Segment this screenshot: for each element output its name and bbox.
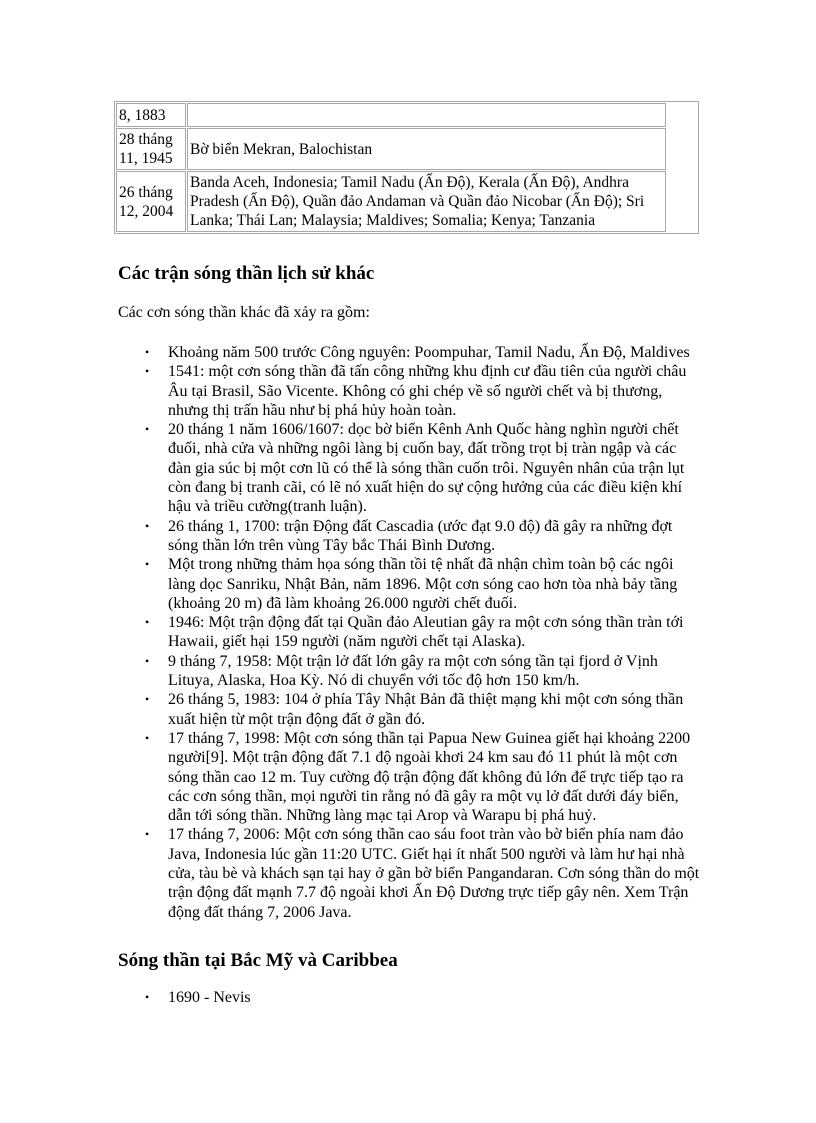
section-heading-north-america: Sóng thần tại Bắc Mỹ và Caribbea: [118, 950, 398, 971]
table-cell-place: Banda Aceh, Indonesia; Tamil Nadu (Ấn Độ), Kerala (Ấn Độ), Andhra Pradesh (Ấn Độ), Quần đảo Andaman và Quần đảo Nicobar (Ấn Độ); Sri Lanka; Thái Lan; Malaysia; Maldives; Somalia; Kenya; Tanzania: [187, 171, 666, 232]
table-cell-date: 26 tháng 12, 2004: [116, 171, 186, 232]
list-item-text: 1541: một cơn sóng thần đã tấn công những khu định cư đầu tiên của người châu Âu tại Brasil, São Vicente. Không có ghi chép về số người chết và bị thương, nhưng thị trấn hầu như bị phá hủy hoàn toàn.: [168, 363, 687, 419]
bullet-icon: •: [145, 827, 150, 842]
bullet-icon: •: [145, 557, 150, 572]
list-item: [140, 988, 700, 1007]
list-item: [140, 555, 700, 613]
tsunami-table: [114, 101, 699, 234]
list-item-text: 1690 - Nevis: [168, 989, 251, 1006]
historical-tsunami-list: [140, 343, 700, 922]
list-item-text: Khoảng năm 500 trước Công nguyên: Poompuhar, Tamil Nadu, Ấn Độ, Maldives: [168, 344, 690, 361]
bullet-icon: •: [145, 615, 150, 630]
table-row: [116, 103, 697, 127]
table-cell-spacer: [667, 128, 697, 170]
list-item: [140, 825, 700, 921]
list-item: [140, 420, 700, 516]
section-heading-other-tsunamis: Các trận sóng thần lịch sử khác: [118, 263, 375, 284]
table-cell-date: 8, 1883: [116, 103, 186, 127]
bullet-icon: •: [145, 692, 150, 707]
bullet-icon: •: [145, 990, 150, 1004]
list-item: [140, 362, 700, 420]
table-cell-spacer: [667, 171, 697, 232]
table-row: [116, 171, 697, 232]
bullet-icon: •: [145, 345, 150, 359]
list-item: [140, 690, 700, 729]
table-cell-spacer: [667, 103, 697, 127]
north-america-tsunami-list: [140, 988, 700, 1007]
table-row: [116, 128, 697, 170]
list-item-text: 1946: Một trận động đất tại Quần đảo Aleutian gây ra một cơn sóng thần tràn tới Hawaii, giết hại 159 người (năm người chết tại Alaska).: [168, 614, 684, 651]
list-item-text: Một trong những thảm họa sóng thần tồi tệ nhất đã nhận chìm toàn bộ các ngôi làng dọc Sanriku, Nhật Bản, năm 1896. Một cơn sóng cao hơn tòa nhà bảy tầng (khoảng 20 m) đã làm khoảng 26.000 người chết đuối.: [168, 556, 678, 612]
bullet-icon: •: [145, 364, 150, 379]
list-item-text: 17 tháng 7, 1998: Một cơn sóng thần tại Papua New Guinea giết hại khoảng 2200 người[9]. Một trận động đất 7.1 độ ngoài khơi 24 km sau đó 11 phút là một cơn sóng thần cao 12 m. Tuy cường độ trận động đất không đủ lớn để trực tiếp tạo ra các cơn sóng thần, mọi người tin rằng nó đã gây ra một vụ lở đất dưới đáy biển, dẫn tới sóng thần. Những làng mạc tại Arop và Warapu bị phá huỷ.: [168, 729, 691, 825]
list-item: [140, 613, 700, 652]
list-item-text: 17 tháng 7, 2006: Một cơn sóng thần cao sáu foot tràn vào bờ biển phía nam đảo Java, Indonesia lúc gần 11:20 UTC. Giết hại ít nhất 500 người và làm hư hại nhà cửa, tàu bè và khách sạn tại hay ở gần bờ biển Pangandaran. Cơn sóng thần do một trận động đất mạnh 7.7 độ ngoài khơi Ấn Độ Dương trực tiếp gây nên. Xem Trận động đất tháng 7, 2006 Java.: [168, 826, 700, 921]
list-item: [140, 343, 700, 362]
section-intro: Các cơn sóng thần khác đã xảy ra gồm:: [118, 304, 370, 321]
list-item-text: 20 tháng 1 năm 1606/1607: dọc bờ biển Kênh Anh Quốc hàng nghìn người chết đuối, nhà cửa và những ngôi làng bị cuốn bay, đất trồng trọt bị tràn ngập và các đàn gia súc bị một cơn lũ có thể là sóng thần cuốn trôi. Nguyên nhân của trận lụt còn đang bị tranh cãi, có lẽ nó xuất hiện do sự cộng hưởng của các điều kiện khí hậu và triều cường(tranh luận).: [168, 421, 685, 516]
bullet-icon: •: [145, 422, 150, 437]
list-item: [140, 517, 700, 556]
list-item-text: 26 tháng 1, 1700: trận Động đất Cascadia (ước đạt 9.0 độ) đã gây ra những đợt sóng thần lớn trên vùng Tây bắc Thái Bình Dương.: [168, 517, 673, 554]
table-cell-date: 28 tháng 11, 1945: [116, 128, 186, 170]
bullet-icon: •: [145, 730, 150, 745]
list-item: [140, 652, 700, 691]
table-cell-place: Bờ biển Mekran, Balochistan: [187, 128, 666, 170]
table-cell-place: [187, 103, 666, 127]
list-item-text: 9 tháng 7, 1958: Một trận lở đất lớn gây ra một cơn sóng tần tại fjord ở Vịnh Lituya, Alaska, Hoa Kỳ. Nó di chuyển với tốc độ hơn 150 km/h.: [168, 652, 658, 690]
list-item-text: 26 tháng 5, 1983: 104 ở phía Tây Nhật Bản đã thiệt mạng khi một cơn sóng thần xuất hiện từ một trận động đất ở gần đó.: [168, 691, 684, 728]
list-item: [140, 729, 700, 825]
bullet-icon: •: [145, 653, 150, 668]
bullet-icon: •: [145, 518, 150, 533]
